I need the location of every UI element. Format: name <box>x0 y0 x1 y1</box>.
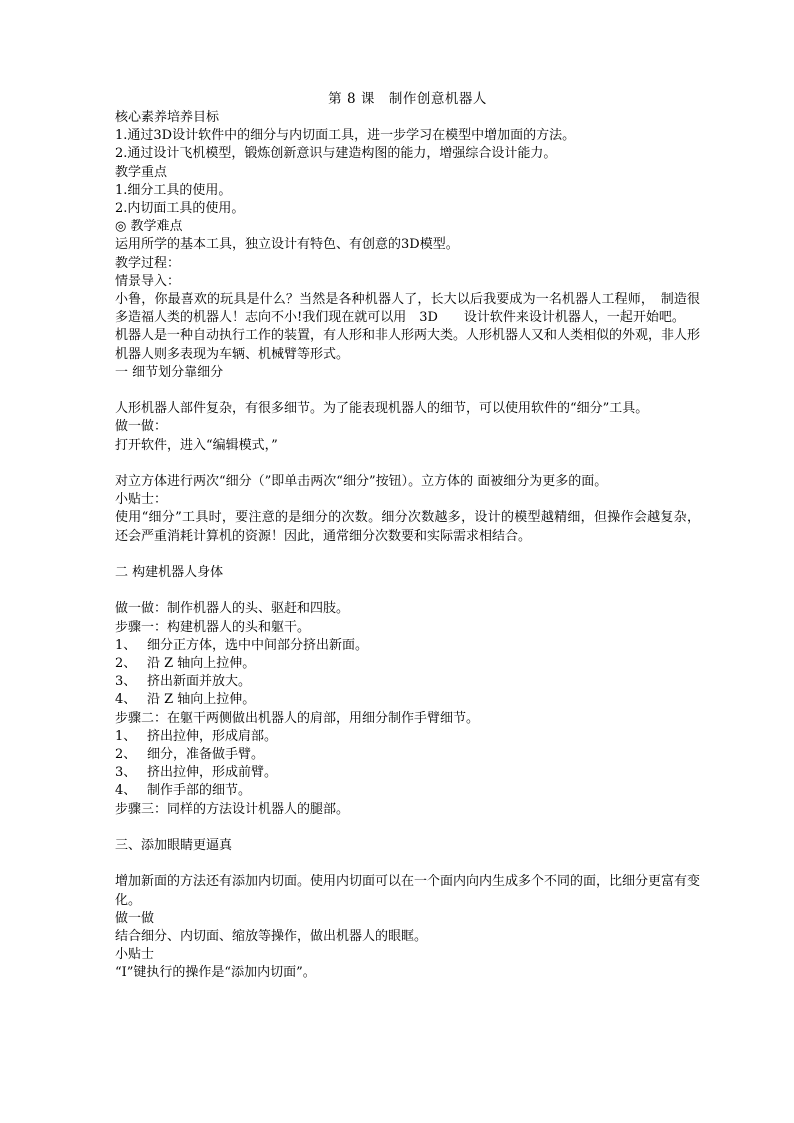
key-point-2: 2.内切面工具的使用。 <box>115 201 245 217</box>
tip-1-paragraph: 使用“细分”工具时，要注意的是细分的次数。细分次数越多，设计的模型越精细，但操作会越复杂，还会严重消耗计算机的资源！因此，通常细分次数要和实际需求相结合。 <box>115 510 700 544</box>
step-3-heading: 步骤三：同样的方法设计机器人的腿部。 <box>115 801 350 817</box>
document-page <box>115 90 700 983</box>
heading-intro: 情景导入： <box>115 273 181 289</box>
step-2-item-2 <box>115 746 700 764</box>
heading-process: 教学过程： <box>115 255 181 271</box>
step-2-item-1 <box>115 728 700 746</box>
step-text: 挤出拉伸，形成肩部。 <box>147 728 278 744</box>
step-number: 1、 <box>115 637 137 653</box>
subdivide-cube: 对立方体进行两次“细分（”即单击两次“细分”按钮）。立方体的 面被细分为更多的面。 <box>115 474 608 490</box>
eyes-instruction: 结合细分、内切面、缩放等操作，做出机器人的眼眶。 <box>115 929 428 945</box>
section-3-paragraph: 增加新面的方法还有添加内切面。使用内切面可以在一个面内向内生成多个不同的面，比细分更富有变化。 <box>115 874 701 908</box>
blank-line <box>115 546 700 564</box>
step-number: 2、 <box>115 656 137 672</box>
goal-1: 1.通过3D设计软件中的细分与内切面工具，进一步学习在模型中增加面的方法。 <box>115 128 576 144</box>
step-text: 细分正方体，选中中间部分挤出新面。 <box>147 637 369 653</box>
step-number: 3、 <box>115 674 137 690</box>
step-1-item-2 <box>115 655 700 673</box>
intro-paragraph: 小鲁，你最喜欢的玩具是什么？当然是各种机器人了，长大以后我要成为一名机器人工程师， 制造很多造福人类的机器人！志向不小!我们现在就可以用 3D 设计软件来设计机器人，一起开始吧。 <box>115 292 700 326</box>
blank-line <box>115 819 700 837</box>
try-it-1: 做一做： <box>115 419 168 435</box>
step-1-item-4 <box>115 691 700 709</box>
step-1-item-3 <box>115 673 700 691</box>
step-number: 4、 <box>115 783 137 799</box>
document-body <box>115 109 700 983</box>
tip-2-heading: 小贴士 <box>115 947 155 963</box>
blank-line <box>115 382 700 400</box>
step-2-item-3 <box>115 764 700 782</box>
blank-line <box>115 582 700 600</box>
goal-2: 2.通过设计飞机模型，锻炼创新意识与建造构图的能力，增强综合设计能力。 <box>115 146 557 162</box>
section-1-paragraph: 人形机器人部件复杂，有很多细节。为了能表现机器人的细节，可以使用软件的“细分”工具。 <box>115 401 649 417</box>
step-text: 沿 Z 轴向上拉伸。 <box>147 692 256 708</box>
heading-core-goals: 核心素养培养目标 <box>115 110 220 125</box>
section-2-heading: 二 构建机器人身体 <box>115 565 224 581</box>
tip-2-text: “I”键执行的操作是“添加内切面”。 <box>115 965 316 981</box>
step-1-item-1 <box>115 637 700 655</box>
try-it-3: 做一做 <box>115 910 155 926</box>
step-text: 沿 Z 轴向上拉伸。 <box>147 656 256 672</box>
tip-1-heading: 小贴士： <box>115 492 168 508</box>
lesson-title: 第 8 课 制作创意机器人 <box>328 91 487 107</box>
heading-difficulties: ◎ 教学难点 <box>115 219 183 235</box>
step-2-item-4 <box>115 782 700 800</box>
step-number: 2、 <box>115 747 137 763</box>
blank-line <box>115 855 700 873</box>
step-text: 挤出新面并放大。 <box>147 674 252 690</box>
step-number: 3、 <box>115 765 137 781</box>
step-number: 4、 <box>115 692 137 708</box>
section-1-heading: 一 细节划分靠细分 <box>115 364 224 380</box>
step-2-heading: 步骤二：在躯干两侧做出机器人的肩部，用细分制作手臂细节。 <box>115 710 480 726</box>
step-1-heading: 步骤一：构建机器人的头和躯干。 <box>115 619 311 635</box>
blank-line <box>115 455 700 473</box>
heading-key-points: 教学重点 <box>115 164 168 180</box>
key-point-1: 1.细分工具的使用。 <box>115 182 232 198</box>
robot-definition: 机器人是一种自动执行工作的装置，有人形和非人形两大类。人形机器人又和人类相似的外观，非人形机器人则多表现为车辆、机械臂等形式。 <box>115 328 701 362</box>
open-software: 打开软件，进入“编辑模式，” <box>115 437 278 453</box>
step-number: 1、 <box>115 728 137 744</box>
section-3-heading: 三、添加眼睛更逼真 <box>115 838 233 854</box>
step-text: 制作手部的细节。 <box>147 783 252 799</box>
try-it-2: 做一做：制作机器人的头、驱赶和四肢。 <box>115 601 350 617</box>
step-text: 细分，准备做手臂。 <box>147 747 265 763</box>
difficulty-text: 运用所学的基本工具，独立设计有特色、有创意的3D模型。 <box>115 237 459 253</box>
step-text: 挤出拉伸，形成前臂。 <box>147 765 278 781</box>
